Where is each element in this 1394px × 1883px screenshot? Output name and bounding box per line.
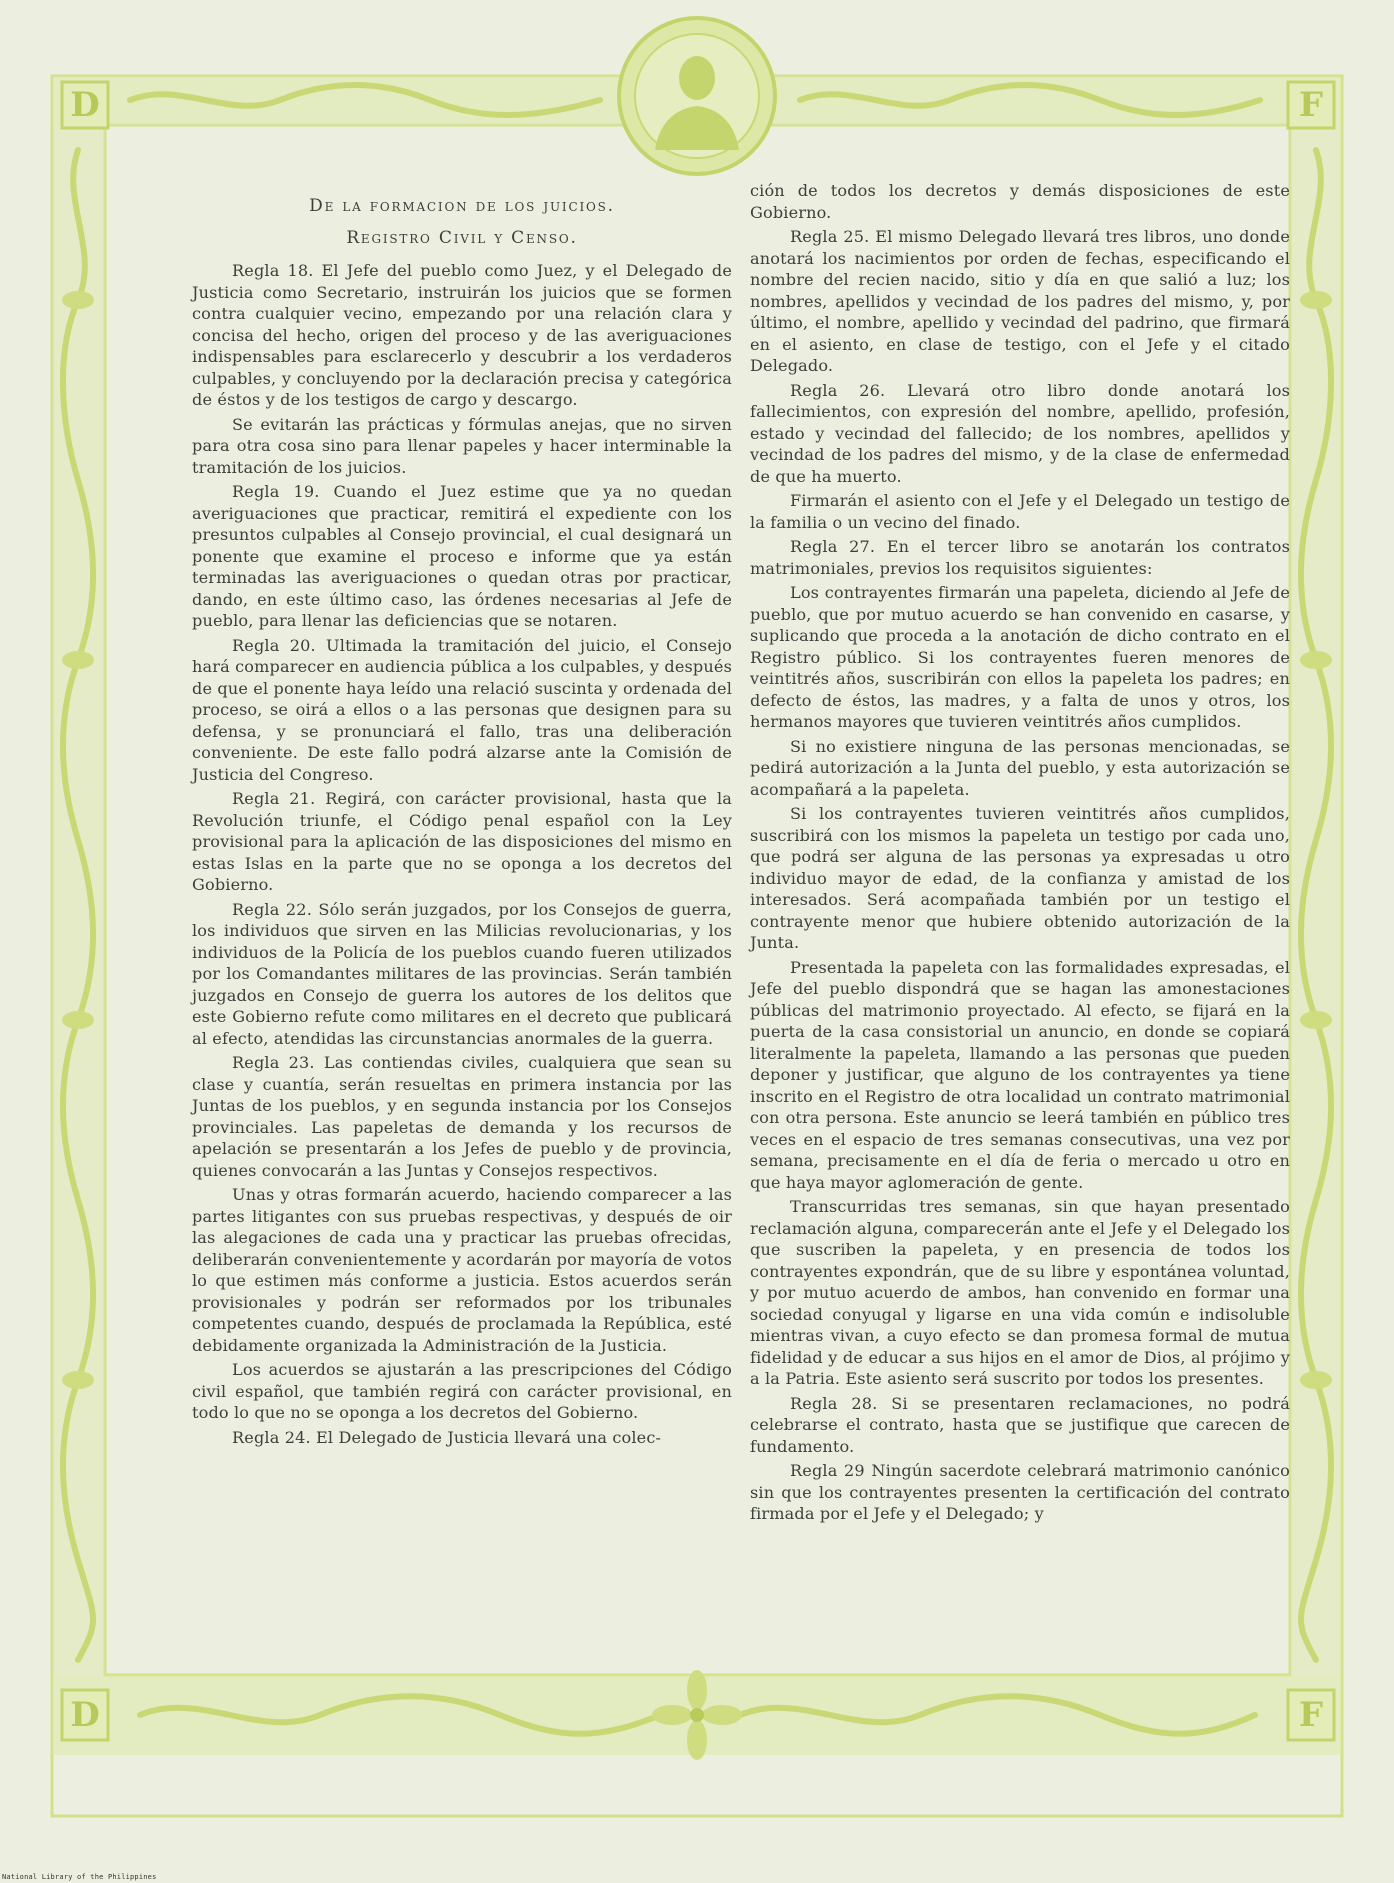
paragraph: Regla 19. Cuando el Juez estime que ya no quedan averiguaciones que practicar, remitirá el expediente con los presuntos culpables al Consejo provincial, el cual designará un ponente que examine el proceso e informe que ya están terminadas las averiguaciones o quedan otras por practicar, dando, en este último caso, las órdenes necesarias al Jefe de pueblo, para llenar las deficiencias que se notaren. bbox=[192, 482, 732, 630]
paragraph: Regla 23. Las contiendas civiles, cualquiera que sean su clase y cuantía, serán resueltas en primera instancia por las Juntas de los pueblos, y en segunda instancia por los Consejos provinciales. Las papeletas de demanda y los recursos de apelación se presentarán a los Jefes de pueblo y de provincia, quienes convocarán a las Juntas y Consejos respectivos. bbox=[192, 1053, 732, 1180]
corner-letter-bottom-right: F bbox=[1298, 1695, 1324, 1735]
paragraph: Si no existiere ninguna de las personas mencionadas, se pedirá autorización a la Junta del pueblo, y esta autorización se acompañará a la papeleta. bbox=[750, 736, 1290, 799]
paragraph: Los acuerdos se ajustarán a las prescripciones del Código civil español, que también regirá con carácter provisional, en todo lo que no se oponga a los decretos del Gobierno. bbox=[192, 1360, 732, 1422]
library-credit: National Library of the Philippines bbox=[2, 1873, 157, 1881]
paragraph: Si los contrayentes tuvieren veintitrés años cumplidos, suscribirá con los mismos la papeleta un testigo por cada uno, que podrá ser alguna de las personas ya expresadas u otro individuo mayor de edad, de la confianza y amistad de los interesados. Será acompañada también por un testigo el contrayente menor que hubiere obtenido autorización de la Junta. bbox=[750, 804, 1290, 952]
corner-letter-top-right: F bbox=[1298, 85, 1324, 125]
paragraph: Regla 28. Si se presentaren reclamaciones, no podrá celebrarse el contrato, hasta que se justifique que carecen de fundamento. bbox=[750, 1393, 1290, 1456]
right-column bbox=[750, 180, 1290, 1528]
paragraph-continuation: ción de todos los decretos y demás disposiciones de este Gobierno. bbox=[750, 181, 1290, 222]
paragraph: Firmarán el asiento con el Jefe y el Delegado un testigo de la familia o un vecino del finado. bbox=[750, 491, 1290, 532]
paragraph: Regla 20. Ultimada la tramitación del juicio, el Consejo hará comparecer en audiencia pública a los culpables, y después de que el ponente haya leído una relació suscinta y ordenada del proceso, se oirá a ellos o a las personas que designen para su defensa, y se pronunciará el fallo, tras una deliberación conveniente. De este fallo podrá alzarse ante la Comisión de Justicia del Congreso. bbox=[192, 635, 732, 784]
paragraph: Regla 25. El mismo Delegado llevará tres libros, uno donde anotará los nacimientos por orden de fechas, especificando el nombre del recien nacido, sitio y día en que salió a luz; los nombres, apellidos y vecindad de los padres del mismo, y, por último, el nombre, apellido y vecindad del padrino, que firmará en el asiento, en clase de testigo, con el Jefe y el citado Delegado. bbox=[750, 227, 1290, 375]
corner-letter-top-left: D bbox=[70, 85, 100, 125]
paragraph: Regla 21. Regirá, con carácter provisional, hasta que la Revolución triunfe, el Código penal español con la Ley provisional para la aplicación de las disposiciones del mismo en estas Islas en la parte que no se oponga a los decretos del Gobierno. bbox=[192, 789, 732, 894]
paragraph: Regla 27. En el tercer libro se anotarán los contratos matrimoniales, previos los requisitos siguientes: bbox=[750, 537, 1290, 578]
paragraph: Regla 18. El Jefe del pueblo como Juez, y el Delegado de Justicia como Secretario, instruirán los juicios que se formen contra cualquier vecino, empezando por una relación clara y concisa del hecho, origen del proceso y de las averiguaciones indispensables para esclarecerlo y descubrir a los verdaderos culpables, y concluyendo por la declaración precisa y categórica de éstos y de los testigos de cargo y descargo. bbox=[192, 261, 732, 409]
paragraph: Los contrayentes firmarán una papeleta, diciendo al Jefe de pueblo, que por mutuo acuerdo se han convenido en casarse, y suplicando que proceda a la anotación de dicho contrato en el Registro público. Si los contrayentes fueren menores de veintitrés años, suscribirán con ellos la papeleta los padres; en defecto de éstos, las madres, y a falta de unos y otros, los hermanos mayores que tuvieren veintitrés años cumplidos. bbox=[750, 583, 1290, 731]
paragraph: Regla 29 Ningún sacerdote celebrará matrimonio canónico sin que los contrayentes presenten la certificación del contrato firmada por el Jefe y el Delegado; y bbox=[750, 1461, 1290, 1523]
paragraph: Transcurridas tres semanas, sin que hayan presentado reclamación alguna, comparecerán ante el Jefe y el Delegado los que suscriben la papeleta, y en presencia de todos los contrayentes expondrán, que de su libre y espontánea voluntad, y por mutuo acuerdo de ambos, han convenido en formar una sociedad conyugal y ligarse en una vida común e indisoluble mientras vivan, a cuyo efecto se dan promesa formal de mutua fidelidad y de educar a sus hijos en el amor de Dios, al prójimo y a la Patria. Este asiento será suscrito por todos los presentes. bbox=[750, 1197, 1290, 1388]
corner-letter-bottom-left: D bbox=[70, 1695, 100, 1735]
paragraph: Regla 26. Llevará otro libro donde anotará los fallecimientos, con expresión del nombre, apellido, profesión, estado y vecindad del fallecido; de los nombres, apellidos y vecindad de los padres del mismo, y de la clase de enfermedad de que ha muerto. bbox=[750, 380, 1290, 486]
paragraph: Unas y otras formarán acuerdo, haciendo comparecer a las partes litigantes con sus pruebas respectivas, y después de oir las alegaciones de cada una y practicar las pruebas ofrecidas, deliberarán convenientemente y acordarán por mayoría de votos lo que estimen más conforme a justicia. Estos acuerdos serán provisionales y podrán ser reformados por los tribunales competentes cuando, después de proclamada la República, esté debidamente organizada la Administración de la Justicia. bbox=[192, 1185, 732, 1355]
paragraph: Regla 24. El Delegado de Justicia llevará una colec- bbox=[232, 1427, 662, 1447]
paragraph: Presentada la papeleta con las formalidades expresadas, el Jefe del pueblo dispondrá que se hagan las amonestaciones públicas del matrimonio proyectado. Al efecto, se fijará en la puerta de la casa consistorial un anuncio, en donde se copiará literalmente la papeleta, llamando a las personas que pueden deponer y justificar, que alguno de los contrayentes ya tiene inscrito en el Registro de otra localidad un contrato matrimonial con otra persona. Este anuncio se leerá también en público tres veces en el espacio de tres semanas consecutivas, una vez por semana, precisamente en el día de feria o mercado u otro en que haya mayor aglomeración de gente. bbox=[750, 957, 1290, 1192]
paragraph: Regla 22. Sólo serán juzgados, por los Consejos de guerra, los individuos que sirven en las Milicias revolucionarias, y los individuos de la Policía de los pueblos cuando fueren utilizados por los Comandantes militares de las provincias. Serán también juzgados en Consejo de guerra los autores de los delitos que este Gobierno refute como militares en el decreto que publicará al efecto, atendidas las circunstancias anormales de la guerra. bbox=[192, 899, 732, 1048]
left-column bbox=[192, 194, 732, 1451]
section-heading: De la formacion de los juicios. bbox=[309, 196, 615, 216]
section-subheading: Registro Civil y Censo. bbox=[346, 228, 578, 248]
paragraph: Se evitarán las prácticas y fórmulas anejas, que no sirven para otra cosa sino para llenar papeles y hacer interminable la tramitación de los juicios. bbox=[192, 414, 732, 477]
